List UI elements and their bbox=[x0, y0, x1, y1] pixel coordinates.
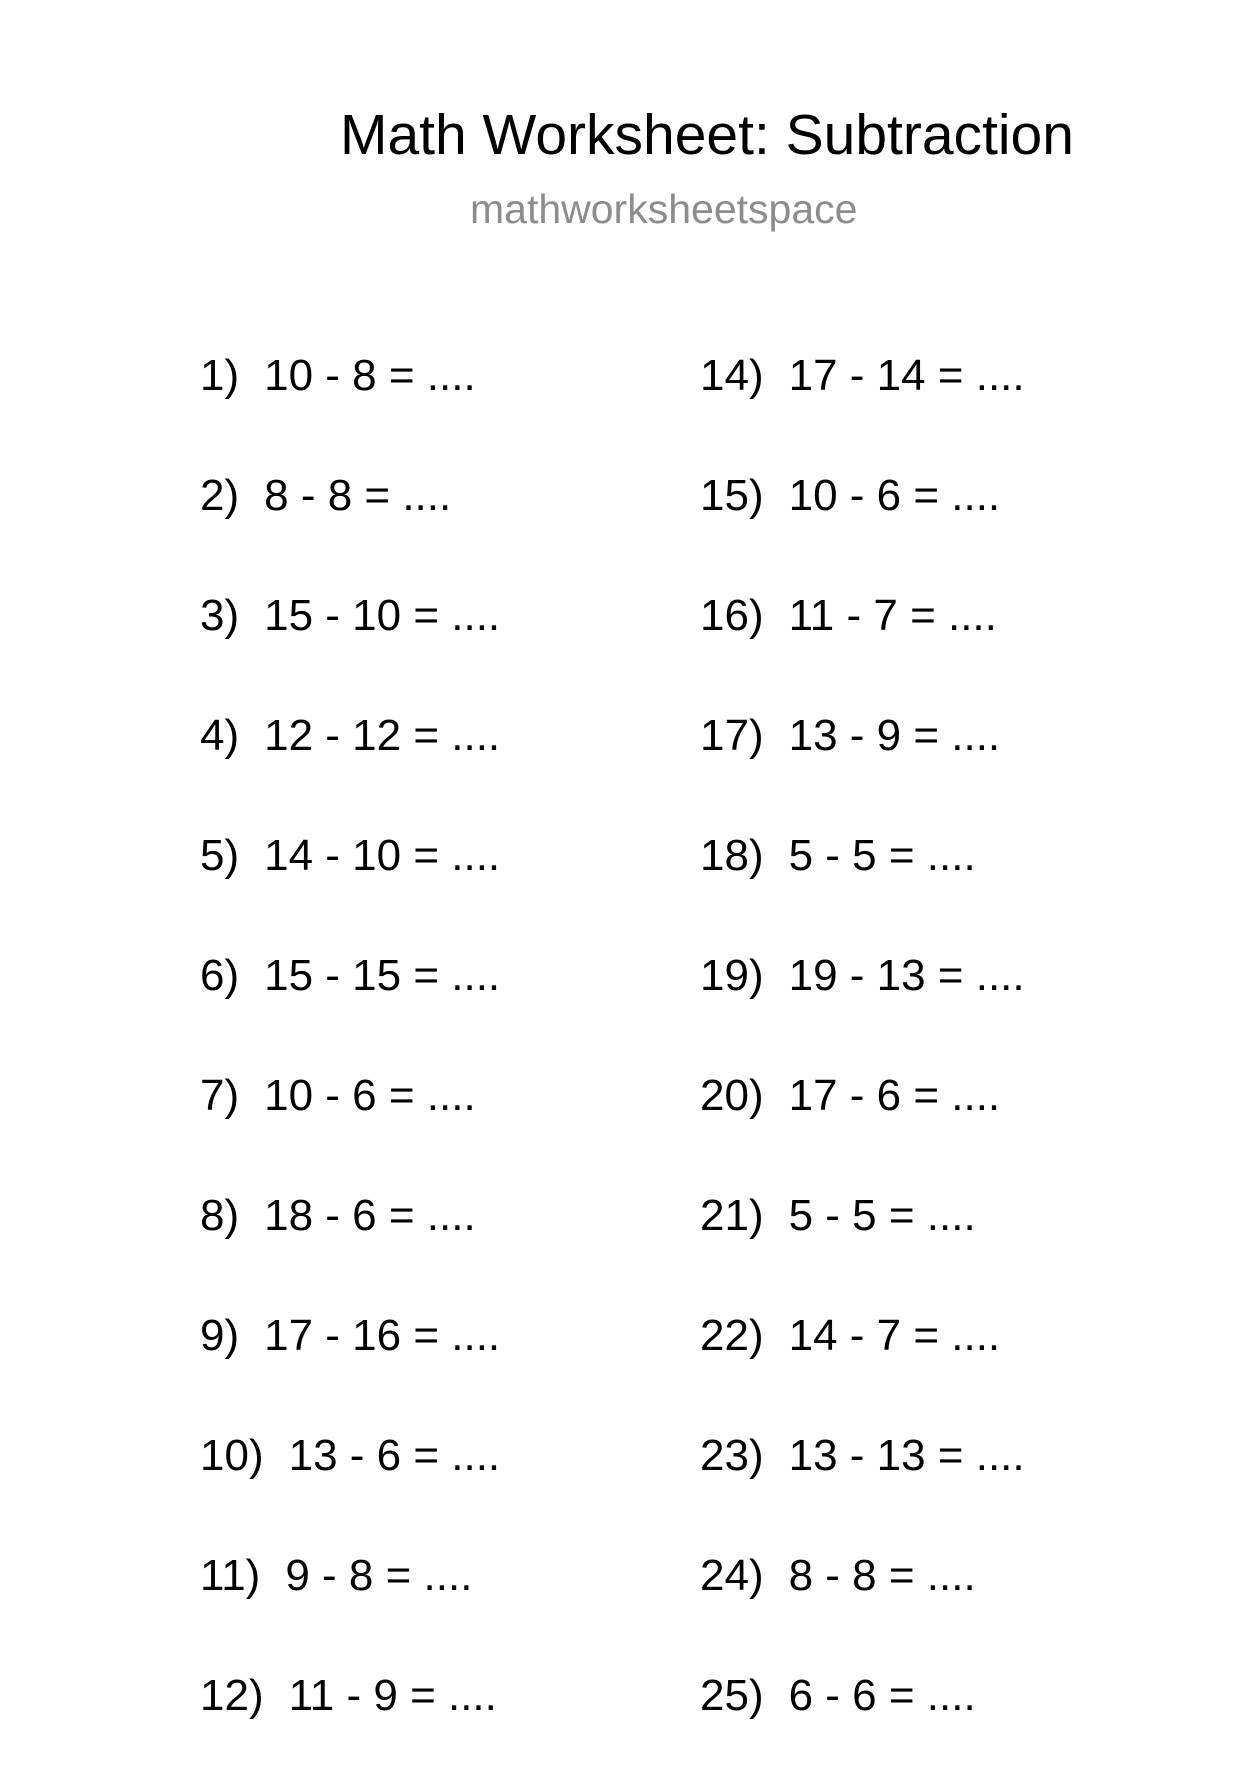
problem-number: 22) bbox=[700, 1311, 764, 1360]
problem-expression: 13 - 13 = .... bbox=[788, 1431, 1025, 1480]
problem-expression: 5 - 5 = .... bbox=[788, 1191, 976, 1240]
problem-item bbox=[700, 1308, 1025, 1428]
problem-expression: 18 - 6 = .... bbox=[264, 1191, 476, 1240]
problem-number: 24) bbox=[700, 1551, 764, 1600]
problem-number: 21) bbox=[700, 1191, 764, 1240]
problem-list-left bbox=[200, 348, 500, 1788]
problem-item bbox=[200, 948, 500, 1068]
problem-number: 1) bbox=[200, 351, 240, 400]
problem-item bbox=[200, 1668, 500, 1788]
problem-expression: 10 - 8 = .... bbox=[264, 351, 476, 400]
problem-item bbox=[200, 1308, 500, 1428]
problem-item bbox=[700, 828, 1025, 948]
problem-item bbox=[700, 348, 1025, 468]
page-subtitle: mathworksheetspace bbox=[470, 186, 858, 232]
problem-expression: 15 - 10 = .... bbox=[264, 591, 501, 640]
problem-expression: 13 - 9 = .... bbox=[788, 711, 1001, 760]
problem-number: 23) bbox=[700, 1431, 764, 1480]
problem-number: 17) bbox=[700, 711, 764, 760]
problem-item bbox=[200, 1548, 500, 1668]
problem-number: 18) bbox=[700, 831, 764, 880]
problem-list-right bbox=[700, 348, 1025, 1788]
problem-item bbox=[700, 588, 1025, 708]
problem-number: 15) bbox=[700, 471, 764, 520]
problem-expression: 8 - 8 = .... bbox=[788, 1551, 976, 1600]
problem-expression: 17 - 14 = .... bbox=[788, 351, 1025, 400]
problem-item bbox=[200, 1068, 500, 1188]
problem-number: 19) bbox=[700, 951, 764, 1000]
problem-number: 6) bbox=[200, 951, 240, 1000]
problem-item bbox=[700, 468, 1025, 588]
problem-number: 16) bbox=[700, 591, 764, 640]
problem-item bbox=[200, 1428, 500, 1548]
problem-expression: 11 - 9 = .... bbox=[288, 1671, 497, 1720]
problem-item bbox=[700, 1548, 1025, 1668]
problem-item bbox=[700, 1068, 1025, 1188]
problem-expression: 9 - 8 = .... bbox=[285, 1551, 473, 1600]
problem-item bbox=[700, 1188, 1025, 1308]
problem-item bbox=[700, 708, 1025, 828]
problem-expression: 5 - 5 = .... bbox=[788, 831, 976, 880]
problem-expression: 8 - 8 = .... bbox=[264, 471, 452, 520]
problem-number: 25) bbox=[700, 1671, 764, 1720]
problem-number: 12) bbox=[200, 1671, 264, 1720]
problem-expression: 13 - 6 = .... bbox=[288, 1431, 501, 1480]
problem-expression: 14 - 7 = .... bbox=[788, 1311, 1001, 1360]
problem-number: 8) bbox=[200, 1191, 240, 1240]
problem-number: 7) bbox=[200, 1071, 240, 1120]
problem-item bbox=[700, 1428, 1025, 1548]
problem-item bbox=[200, 588, 500, 708]
problem-item bbox=[200, 348, 500, 468]
problem-number: 10) bbox=[200, 1431, 264, 1480]
problem-expression: 17 - 16 = .... bbox=[264, 1311, 501, 1360]
page-title: Math Worksheet: Subtraction bbox=[340, 103, 1074, 167]
problem-expression: 15 - 15 = .... bbox=[264, 951, 501, 1000]
problem-expression: 17 - 6 = .... bbox=[788, 1071, 1001, 1120]
problem-item bbox=[200, 828, 500, 948]
problem-number: 3) bbox=[200, 591, 240, 640]
problem-expression: 11 - 7 = .... bbox=[788, 591, 997, 640]
problem-number: 9) bbox=[200, 1311, 240, 1360]
problem-expression: 14 - 10 = .... bbox=[264, 831, 501, 880]
problem-number: 11) bbox=[200, 1551, 261, 1600]
problem-number: 2) bbox=[200, 471, 240, 520]
problem-item bbox=[200, 708, 500, 828]
problem-expression: 6 - 6 = .... bbox=[788, 1671, 976, 1720]
problem-item bbox=[700, 948, 1025, 1068]
problem-number: 14) bbox=[700, 351, 764, 400]
problem-expression: 12 - 12 = .... bbox=[264, 711, 501, 760]
problem-number: 4) bbox=[200, 711, 240, 760]
problem-item bbox=[200, 1188, 500, 1308]
problem-expression: 10 - 6 = .... bbox=[264, 1071, 476, 1120]
problem-item bbox=[700, 1668, 1025, 1788]
problem-expression: 19 - 13 = .... bbox=[788, 951, 1025, 1000]
problem-expression: 10 - 6 = .... bbox=[788, 471, 1001, 520]
problem-number: 5) bbox=[200, 831, 240, 880]
problem-item bbox=[200, 468, 500, 588]
problem-number: 20) bbox=[700, 1071, 764, 1120]
